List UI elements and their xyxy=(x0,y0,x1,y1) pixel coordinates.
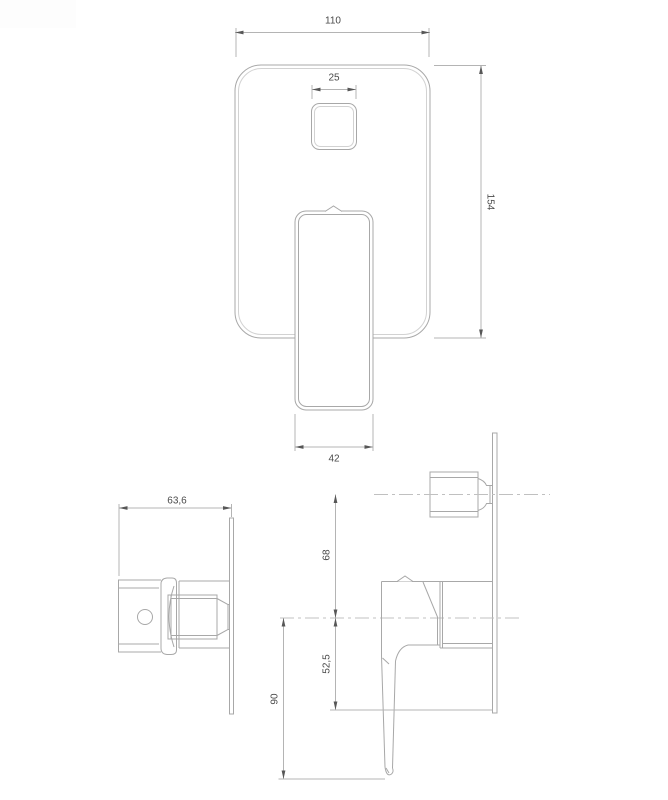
front-diverter-button-inner-edge xyxy=(315,107,354,147)
left-handle-head xyxy=(119,580,162,652)
left-handle-set-screw-hole xyxy=(138,610,153,625)
dimension-lever-drop xyxy=(279,618,386,779)
dim-label-depth: 63,6 xyxy=(167,495,187,507)
right-lever-front-edge xyxy=(393,661,396,768)
right-lever-back-edge xyxy=(382,656,386,767)
front-view xyxy=(235,28,486,451)
dim-label-base-offset: 52,5 xyxy=(321,654,333,674)
dimension-depth xyxy=(119,504,232,576)
right-wall-plate xyxy=(493,433,498,713)
dim-label-button-width: 25 xyxy=(328,72,340,84)
dimension-button-width xyxy=(312,85,356,99)
dim-label-knob-offset: 68 xyxy=(321,549,333,561)
right-handle-tip-notch xyxy=(397,576,413,582)
dim-label-handle-width: 42 xyxy=(328,453,340,465)
left-cartridge-box xyxy=(168,595,217,639)
front-handle-outline xyxy=(295,211,373,410)
front-handle-tip-notch xyxy=(325,206,342,212)
right-escutcheon-curve xyxy=(423,582,438,645)
side-view-right xyxy=(279,433,551,779)
dim-label-front-width: 110 xyxy=(325,15,341,27)
dim-label-front-height: 154 xyxy=(484,193,496,211)
dimension-front-height xyxy=(434,66,486,339)
left-cartridge-taper xyxy=(217,599,230,636)
left-wall-plate xyxy=(230,518,234,714)
dim-label-lever-drop: 90 xyxy=(269,693,281,705)
dimension-front-width xyxy=(235,28,430,57)
side-view-left xyxy=(119,504,234,714)
dimension-knob-offset xyxy=(334,495,338,619)
dimension-handle-width xyxy=(295,414,373,451)
front-diverter-button xyxy=(312,104,357,150)
dimension-base-offset xyxy=(330,618,493,710)
right-lever-corner xyxy=(396,645,409,661)
